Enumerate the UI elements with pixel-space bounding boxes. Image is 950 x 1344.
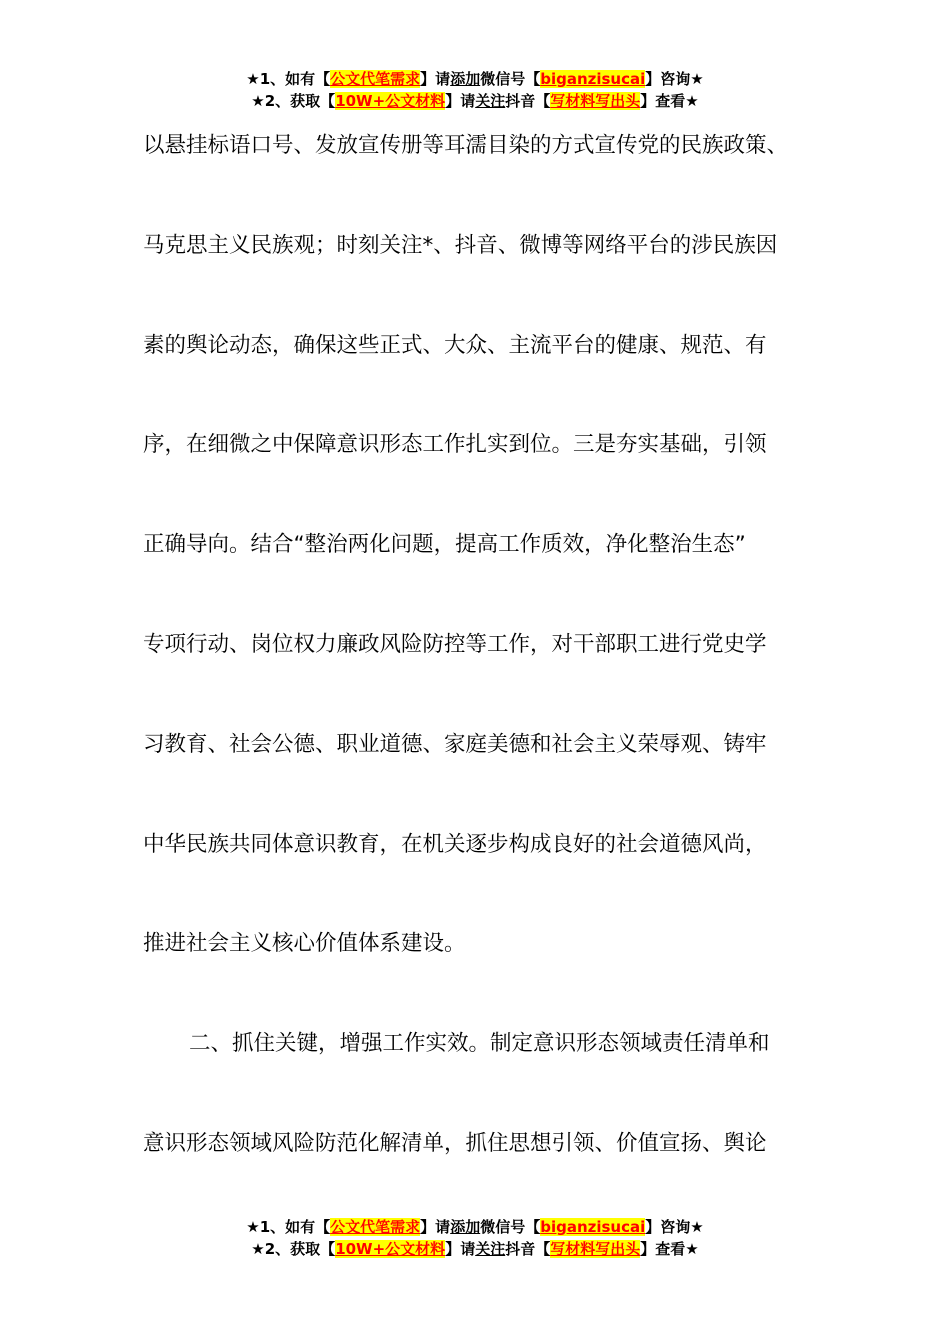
- footer-line1-suffix: 】咨询★: [645, 1218, 704, 1236]
- header-line1-mid: 】请: [420, 70, 451, 88]
- footer-line1-mid: 】请: [420, 1218, 451, 1236]
- body-line: 推进社会主义核心价值体系建设。: [143, 931, 466, 957]
- document-body: [143, 124, 811, 1222]
- header-line1-emph: 添加: [450, 70, 481, 88]
- header-line2-prefix: ★2、获取【: [251, 92, 336, 110]
- footer-line2-highlight-douyin: 写材料写出头: [550, 1240, 641, 1258]
- header-banner-line-2: [0, 90, 950, 112]
- footer-line2-mid: 】请: [445, 1240, 476, 1258]
- footer-line1-highlight-service: 公文代笔需求: [330, 1218, 421, 1236]
- header-line1-mid2: 微信号【: [480, 70, 541, 88]
- header-line2-mid: 】请: [445, 92, 476, 110]
- footer-banner: [0, 1216, 950, 1260]
- footer-line2-prefix: ★2、获取【: [251, 1240, 336, 1258]
- body-line: 专项行动、岗位权力廉政风险防控等工作，对干部职工进行党史学: [143, 631, 767, 657]
- footer-line1-prefix: ★1、如有【: [246, 1218, 331, 1236]
- header-banner: [0, 68, 950, 112]
- footer-line2-emph: 关注: [475, 1240, 506, 1258]
- footer-banner-line-1: [0, 1216, 950, 1238]
- body-line: 以悬挂标语口号、发放宣传册等耳濡目染的方式宣传党的民族政策、: [143, 133, 789, 158]
- body-line: 意识形态领域风险防范化解清单，抓住思想引领、价值宣扬、舆论: [143, 1130, 767, 1156]
- header-line1-suffix: 】咨询★: [645, 70, 704, 88]
- body-line: 素的舆论动态，确保这些正式、大众、主流平台的健康、规范、有: [143, 332, 767, 358]
- header-line1-highlight-wechat: biganzisucai: [540, 70, 646, 88]
- header-line2-emph: 关注: [475, 92, 506, 110]
- footer-line1-emph: 添加: [450, 1218, 481, 1236]
- header-line2-suffix: 】查看★: [640, 92, 699, 110]
- footer-line1-highlight-wechat: biganzisucai: [540, 1218, 646, 1236]
- body-line-section-heading: 二、抓住关键，增强工作实效。制定意识形态领域责任清单和: [189, 1031, 770, 1057]
- body-line: 序，在细微之中保障意识形态工作扎实到位。三是夯实基础，引领: [143, 432, 767, 458]
- header-line2-mid2: 抖音【: [505, 92, 551, 110]
- header-line2-highlight-douyin: 写材料写出头: [550, 92, 641, 110]
- body-line: 中华民族共同体意识教育，在机关逐步构成良好的社会道德风尚，: [143, 831, 767, 857]
- footer-line1-mid2: 微信号【: [480, 1218, 541, 1236]
- footer-line2-mid2: 抖音【: [505, 1240, 551, 1258]
- footer-banner-line-2: [0, 1238, 950, 1260]
- header-line1-highlight-service: 公文代笔需求: [330, 70, 421, 88]
- footer-line2-highlight-materials: 10W+公文材料: [335, 1240, 446, 1258]
- body-line: 习教育、社会公德、职业道德、家庭美德和社会主义荣辱观、铸牢: [143, 731, 767, 757]
- header-line2-highlight-materials: 10W+公文材料: [335, 92, 446, 110]
- footer-line2-suffix: 】查看★: [640, 1240, 699, 1258]
- body-line: 马克思主义民族观；时刻关注*、抖音、微博等网络平台的涉民族因: [143, 232, 778, 258]
- header-line1-prefix: ★1、如有【: [246, 70, 331, 88]
- body-line: 正确导向。结合“整治两化问题，提高工作质效，净化整治生态”: [143, 532, 746, 558]
- header-banner-line-1: [0, 68, 950, 90]
